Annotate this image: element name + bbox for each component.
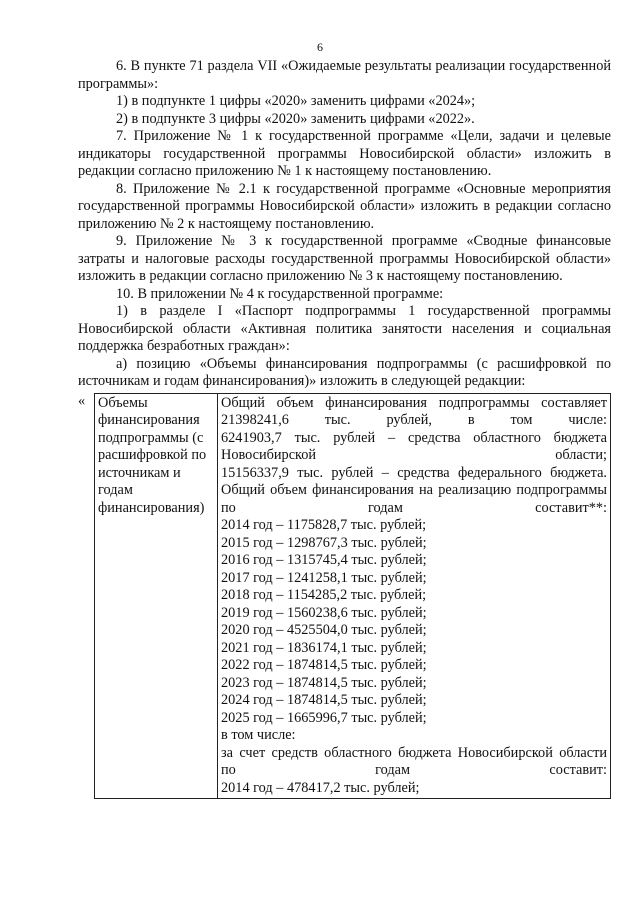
document-body — [78, 58, 611, 799]
year-line: 2025 год – 1665996,7 тыс. рублей; — [221, 709, 427, 726]
table-cell-label: Объемы финансирования подпрограммы (с расшифровкой по источникам и годам финансирования) — [95, 393, 218, 799]
financing-line: Общий объем финансирования подпрограммы составляет 21398241,6 тыс. рублей, в том числе: — [221, 394, 607, 428]
financing-line: Общий объем финансирования на реализацию подпрограммы по годам составит**: — [221, 482, 607, 516]
year-line: 2015 год – 1298767,3 тыс. рублей; — [221, 534, 427, 551]
year-line: 2020 год – 4525504,0 тыс. рублей; — [221, 622, 427, 638]
paragraph-7: 7. Приложение № 1 к государственной программе «Цели, задачи и целевые индикаторы государственной программы Новосибирской области» изложить в редакции согласно приложению № 1 к настоящему постановлению. — [78, 128, 611, 179]
year-line: 2017 год – 1241258,1 тыс. рублей; — [221, 569, 427, 586]
paragraph-6-2: 2) в подпункте 3 цифры «2020» заменить цифрами «2022». — [116, 110, 475, 127]
year-line: 2024 год – 1874814,5 тыс. рублей; — [221, 692, 427, 708]
page-number: 6 — [317, 40, 323, 54]
financing-line: в том числе: — [221, 727, 296, 743]
year-line: 2016 год – 1315745,4 тыс. рублей; — [221, 552, 427, 568]
financing-line: 6241903,7 тыс. рублей – средства областного бюджета Новосибирской области; — [221, 429, 607, 463]
financing-line: за счет средств областного бюджета Новосибирской области по годам составит: — [221, 744, 607, 778]
passport-table — [94, 393, 611, 800]
paragraph-9: 9. Приложение № 3 к государственной программе «Сводные финансовые затраты и налоговые расходы государственной программы Новосибирской области» изложить в редакции согласно приложению № 3 к настоящему постановлению. — [78, 233, 611, 284]
paragraph-10: 10. В приложении № 4 к государственной программе: — [116, 285, 444, 302]
year-line: 2021 год – 1836174,1 тыс. рублей; — [221, 639, 427, 656]
year-line: 2023 год – 1874814,5 тыс. рублей; — [221, 674, 427, 691]
passport-table-wrap — [78, 393, 611, 800]
year-line: 2014 год – 1175828,7 тыс. рублей; — [221, 517, 427, 533]
paragraph-6: 6. В пункте 71 раздела VII «Ожидаемые результаты реализации государственной программы»: — [78, 58, 611, 92]
opening-quote: « — [78, 392, 86, 409]
financing-line: 15156337,9 тыс. рублей – средства федерального бюджета. — [221, 464, 607, 481]
paragraph-10-1-a: а) позицию «Объемы финансирования подпрограммы (с расшифровкой по источникам и годам финансирования)» изложить в следующей редакции: — [78, 355, 611, 389]
paragraph-6-1: 1) в подпункте 1 цифры «2020» заменить цифрами «2024»; — [116, 93, 476, 109]
year-line: 2018 год – 1154285,2 тыс. рублей; — [221, 587, 427, 603]
paragraph-8: 8. Приложение № 2.1 к государственной программе «Основные мероприятия государственной программы Новосибирской области» изложить в редакции согласно приложению № 2 к настоящему постановлению. — [78, 180, 611, 232]
year-line: 2019 год – 1560238,6 тыс. рублей; — [221, 604, 427, 621]
year-line: 2014 год – 478417,2 тыс. рублей; — [221, 779, 420, 796]
table-row — [95, 393, 611, 799]
paragraph-10-1: 1) в разделе I «Паспорт подпрограммы 1 государственной программы Новосибирской области «Активная политика занятости населения и социальная поддержка безработных граждан»: — [78, 303, 611, 354]
table-cell-financing — [218, 393, 611, 799]
year-line: 2022 год – 1874814,5 тыс. рублей; — [221, 657, 427, 673]
